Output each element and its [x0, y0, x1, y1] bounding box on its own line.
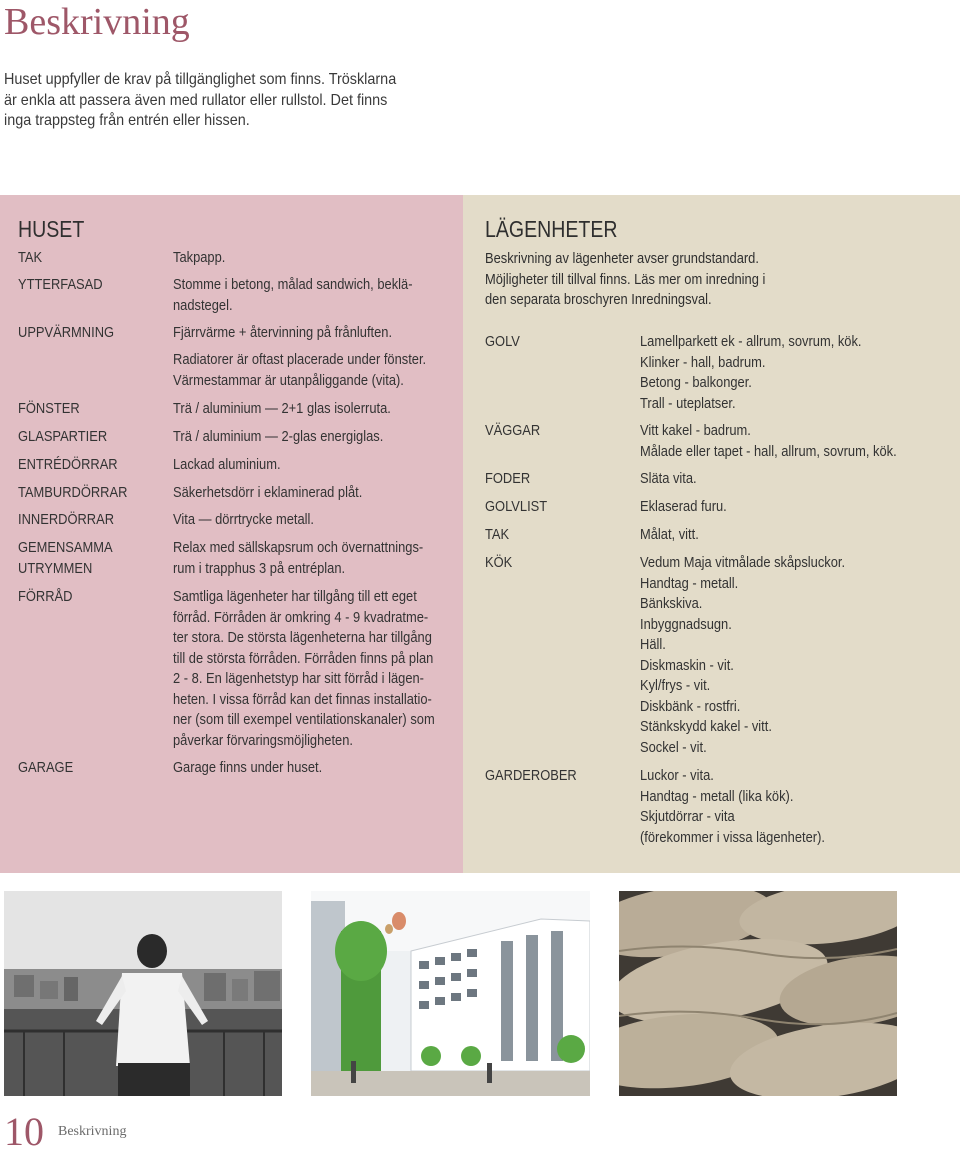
huset-value-uppvarmning: Fjärrvärme + återvinning på frånluften. — [173, 324, 393, 341]
huset-label-ytterfasad: YTTERFASAD — [18, 276, 103, 293]
huset-value-tak: Takpapp. — [173, 249, 226, 266]
page-footer-label: Beskrivning — [58, 1124, 127, 1139]
lgh-value-garderober: Luckor - vita. Handtag - metall (lika kök). Skjutdörrar - vita (förekommer i vissa lägenheter). — [640, 767, 825, 846]
huset-value-forrad: Samtliga lägenheter har tillgång till ett eget förråd. Förråden är omkring 4 - 9 kvadratme- ter stora. De största lägenheterna har tillgång till de största förråden. Förråden finns på plan 2 - 8. En lägenhetstyp har sitt förråd i lägen- heten. I vissa förråd kan det finnas installatio- ner (som till exempel ventilationskanaler) som påverkar förvaringsmöjligheten. — [173, 588, 435, 749]
intro-text — [4, 70, 409, 132]
huset-label-innerdorrar: INNERDÖRRAR — [18, 511, 115, 528]
page-number: 10 — [4, 1109, 44, 1154]
huset-label-garage: GARAGE — [18, 759, 74, 776]
page-title: Beskrivning — [4, 1, 190, 43]
huset-value-garage: Garage finns under huset. — [173, 759, 323, 776]
lgh-label-foder: FODER — [485, 470, 531, 487]
lgh-value-vaggar: Vitt kakel - badrum. Målade eller tapet - hall, allrum, sovrum, kök. — [640, 422, 897, 460]
lgh-value-golv: Lamellparkett ek - allrum, sovrum, kök. Klinker - hall, badrum. Betong - balkonger. Trall - uteplatser. — [640, 333, 862, 412]
photo-building — [311, 891, 590, 1096]
intro-line: är enkla att passera även med rullator eller rullstol. Det finns — [4, 91, 388, 109]
huset-value-fonster: Trä / aluminium — 2+1 glas isolerruta. — [173, 400, 391, 417]
intro-line: Huset uppfyller de krav på tillgänglighet som finns. Trösklarna — [4, 71, 397, 88]
huset-label-gemensamma-utrymmen: GEMENSAMMA UTRYMMEN — [18, 539, 113, 577]
huset-label-tak: TAK — [18, 249, 43, 266]
huset-label-forrad: FÖRRÅD — [18, 588, 73, 605]
intro-line: inga trappsteg från entrén eller hissen. — [4, 112, 250, 129]
lgh-value-tak: Målat, vitt. — [640, 526, 699, 543]
huset-value-entredorrar: Lackad aluminium. — [173, 456, 281, 473]
huset-value-radiatorer: Radiatorer är oftast placerade under fönster. Värmestammar är utanpåliggande (vita). — [173, 351, 427, 389]
lgh-label-tak: TAK — [485, 526, 510, 543]
photo-balcony — [4, 891, 282, 1096]
lgh-label-golvlist: GOLVLIST — [485, 498, 548, 515]
huset-value-glaspartier: Trä / aluminium — 2-glas energiglas. — [173, 428, 384, 445]
lgh-label-kok: KÖK — [485, 554, 513, 571]
huset-value-innerdorrar: Vita — dörrtrycke metall. — [173, 511, 314, 528]
lgh-value-foder: Släta vita. — [640, 470, 697, 487]
lgh-value-golvlist: Eklaserad furu. — [640, 498, 727, 515]
huset-label-fonster: FÖNSTER — [18, 400, 80, 417]
lgh-label-golv: GOLV — [485, 333, 520, 350]
huset-label-tamburdorrar: TAMBURDÖRRAR — [18, 484, 128, 501]
huset-heading: HUSET — [18, 216, 85, 242]
lagenheter-note: Beskrivning av lägenheter avser grundstandard. Möjligheter till tillval finns. Läs mer om inredning i den separata broschyren Inredningsval. — [485, 250, 766, 308]
huset-label-glaspartier: GLASPARTIER — [18, 428, 108, 445]
huset-value-tamburdorrar: Säkerhetsdörr i eklaminerad plåt. — [173, 484, 363, 501]
lgh-value-kok: Vedum Maja vitmålade skåpsluckor. Handtag - metall. Bänkskiva. Inbyggnadsugn. Häll. Diskmaskin - vit. Kyl/frys - vit. Diskbänk - rostfri. Stänkskydd kakel - vitt. Sockel - vit. — [640, 554, 846, 756]
huset-value-ytterfasad: Stomme i betong, målad sandwich, beklä- nadstegel. — [173, 276, 413, 314]
photo-rope — [619, 891, 897, 1096]
huset-label-entredorrar: ENTRÉDÖRRAR — [18, 456, 118, 473]
lagenheter-heading: LÄGENHETER — [485, 216, 618, 242]
huset-value-gemensamma-utrymmen: Relax med sällskapsrum och övernattnings- rum i trapphus 3 på entréplan. — [173, 539, 424, 577]
lgh-label-garderober: GARDEROBER — [485, 767, 577, 784]
lgh-label-vaggar: VÄGGAR — [485, 422, 541, 439]
huset-label-uppvarmning: UPPVÄRMNING — [18, 324, 115, 341]
